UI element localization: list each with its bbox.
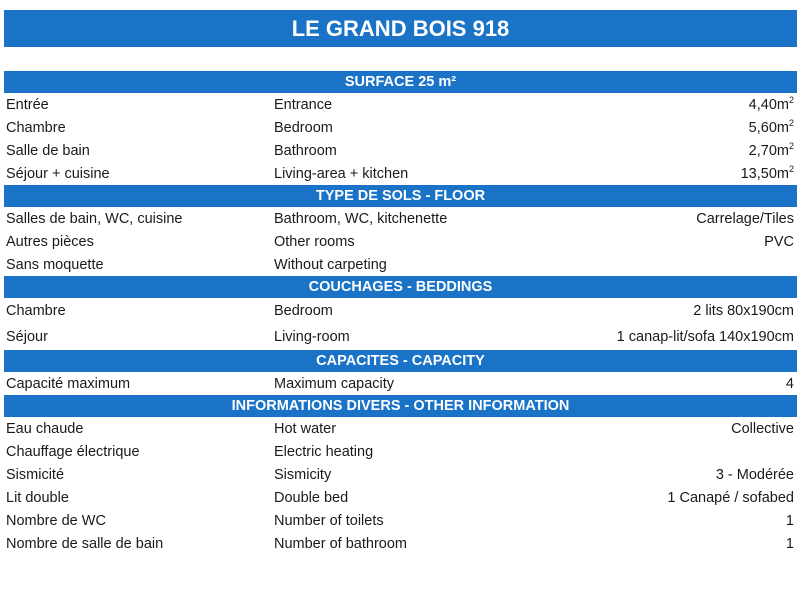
label-french: Salles de bain, WC, cuisine	[6, 210, 183, 227]
section-header: CAPACITES - CAPACITY	[4, 350, 797, 372]
value	[617, 329, 794, 345]
value-number: Collective	[731, 420, 794, 437]
value-unit: m	[776, 142, 789, 159]
table-row	[4, 116, 797, 139]
table-row	[4, 532, 797, 555]
value	[740, 163, 794, 182]
value-number: 1 Canapé / sofabed	[667, 489, 794, 506]
label-english: Sismicity	[274, 466, 332, 483]
value-number: Carrelage/Tiles	[696, 210, 794, 227]
label-french: Salle de bain	[6, 142, 90, 159]
value-number: 1 canap-lit/sofa 140x190cm	[616, 329, 794, 345]
value-number: 4,40	[748, 96, 777, 113]
table-row	[4, 324, 797, 350]
value	[786, 513, 794, 529]
value-unit: m	[776, 165, 789, 182]
table-row	[4, 162, 797, 185]
table-row	[4, 230, 797, 253]
label-english: Entrance	[274, 96, 333, 113]
label-french: Nombre de salle de bain	[6, 535, 164, 552]
section-header: COUCHAGES - BEDDINGS	[4, 276, 797, 298]
label-french: Chambre	[6, 303, 66, 319]
label-english: Without carpeting	[274, 256, 387, 273]
value-unit-exponent: 2	[788, 117, 794, 128]
value	[731, 421, 794, 437]
label-french: Autres pièces	[6, 233, 94, 250]
table-row	[4, 298, 797, 324]
value	[786, 376, 794, 392]
value	[748, 140, 794, 159]
value-number: 3 - Modérée	[715, 466, 794, 483]
value	[764, 234, 794, 250]
table-row	[4, 253, 797, 276]
value	[748, 94, 794, 113]
value-unit-exponent: 2	[788, 163, 794, 174]
value-number: 5,60	[748, 119, 777, 136]
table-row	[4, 417, 797, 440]
table-row	[4, 463, 797, 486]
label-english: Electric heating	[274, 443, 374, 460]
page-title: LE GRAND BOIS 918	[4, 10, 797, 47]
section-header: SURFACE 25 m²	[4, 71, 797, 93]
label-french: Chambre	[6, 119, 66, 136]
label-french: Sans moquette	[6, 256, 104, 273]
label-french: Entrée	[6, 96, 49, 113]
table-row	[4, 93, 797, 116]
label-french: Sismicité	[6, 466, 65, 483]
value-unit: m	[776, 96, 789, 113]
label-french: Chauffage électrique	[6, 443, 140, 460]
label-french: Nombre de WC	[6, 512, 106, 529]
section-header: TYPE DE SOLS - FLOOR	[4, 185, 797, 207]
table-row	[4, 207, 797, 230]
value-unit: m	[776, 119, 789, 136]
table-row	[4, 486, 797, 509]
label-french: Séjour + cuisine	[6, 165, 110, 182]
value	[696, 211, 794, 227]
table-row	[4, 509, 797, 532]
value	[693, 303, 794, 319]
label-english: Bathroom, WC, kitchenette	[274, 210, 448, 227]
label-english: Bedroom	[274, 119, 333, 136]
label-french: Lit double	[6, 489, 69, 506]
label-english: Maximum capacity	[274, 375, 395, 392]
label-french: Séjour	[6, 329, 48, 345]
value-number: 4	[785, 375, 794, 392]
value-unit-exponent: 2	[788, 140, 794, 151]
table-row	[4, 440, 797, 463]
value-unit-exponent: 2	[788, 94, 794, 105]
value-number: 1	[785, 512, 794, 529]
value-number: 13,50	[740, 165, 777, 182]
value-number: 2,70	[748, 142, 777, 159]
label-english: Number of bathroom	[274, 535, 407, 552]
label-english: Hot water	[274, 420, 337, 437]
table-row	[4, 139, 797, 162]
label-english: Bedroom	[274, 303, 333, 319]
value-number: 1	[785, 535, 794, 552]
table-row	[4, 372, 797, 395]
label-french: Eau chaude	[6, 420, 84, 437]
value-number: PVC	[764, 233, 794, 250]
label-english: Other rooms	[274, 233, 355, 250]
value	[748, 117, 794, 136]
value	[667, 490, 794, 506]
label-english: Number of toilets	[274, 512, 384, 529]
label-english: Double bed	[274, 489, 349, 506]
label-english: Living-room	[274, 329, 350, 345]
section-header: INFORMATIONS DIVERS - OTHER INFORMATION	[4, 395, 797, 417]
label-english: Bathroom	[274, 142, 337, 159]
property-sheet	[4, 71, 797, 555]
label-english: Living-area + kitchen	[274, 165, 409, 182]
value-number: 2 lits 80x190cm	[693, 303, 794, 319]
value	[716, 467, 794, 483]
value	[786, 536, 794, 552]
label-french: Capacité maximum	[6, 375, 131, 392]
